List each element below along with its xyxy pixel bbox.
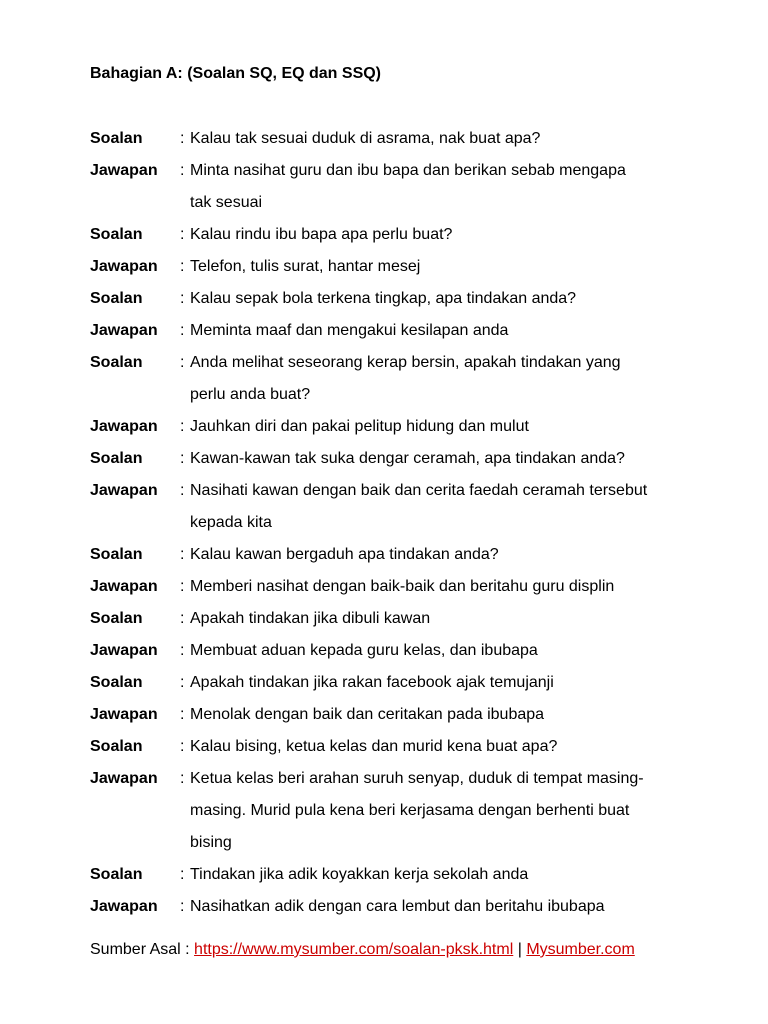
answer-label: Jawapan xyxy=(90,642,158,659)
answer-text: Ketua kelas beri arahan suruh senyap, duduk di tempat masing- masing. Murid pula kena beri kerjasama dengan berhenti buat bising xyxy=(190,770,644,851)
answer-text: Jauhkan diri dan pakai pelitup hidung dan mulut xyxy=(190,418,529,435)
colon-separator: : xyxy=(180,866,185,883)
colon-separator: : xyxy=(180,482,185,499)
colon-separator: : xyxy=(180,322,185,339)
answer-row xyxy=(90,315,690,347)
answer-label: Jawapan xyxy=(90,418,158,435)
question-label: Soalan xyxy=(90,130,143,147)
answer-label: Jawapan xyxy=(90,162,158,179)
question-label: Soalan xyxy=(90,866,143,883)
question-row xyxy=(90,539,690,571)
question-text: Kalau sepak bola terkena tingkap, apa tindakan anda? xyxy=(190,290,577,307)
question-row xyxy=(90,347,690,411)
question-text: Apakah tindakan jika dibuli kawan xyxy=(190,610,431,627)
answer-text: Nasihatkan adik dengan cara lembut dan beritahu ibubapa xyxy=(190,898,605,915)
colon-separator: : xyxy=(180,738,185,755)
question-text: Kalau bising, ketua kelas dan murid kena buat apa? xyxy=(190,738,558,755)
colon-separator: : xyxy=(180,674,185,691)
answer-text: Memberi nasihat dengan baik-baik dan beritahu guru displin xyxy=(190,578,615,595)
question-label: Soalan xyxy=(90,226,143,243)
colon-separator: : xyxy=(180,770,185,787)
question-text: Kalau rindu ibu bapa apa perlu buat? xyxy=(190,226,453,243)
source-url-link[interactable]: https://www.mysumber.com/soalan-pksk.html xyxy=(194,941,514,958)
colon-separator: : xyxy=(180,578,185,595)
colon-separator: : xyxy=(180,418,185,435)
question-row xyxy=(90,859,690,891)
colon-separator: : xyxy=(180,162,185,179)
answer-text: Meminta maaf dan mengakui kesilapan anda xyxy=(190,322,509,339)
answer-row xyxy=(90,699,690,731)
question-label: Soalan xyxy=(90,450,143,467)
question-text: Anda melihat seseorang kerap bersin, apakah tindakan yang perlu anda buat? xyxy=(190,354,621,403)
section-heading: Bahagian A: (Soalan SQ, EQ dan SSQ) xyxy=(90,65,382,82)
source-site-link[interactable]: Mysumber.com xyxy=(526,941,635,958)
question-text: Kalau tak sesuai duduk di asrama, nak buat apa? xyxy=(190,130,541,147)
question-row xyxy=(90,667,690,699)
answer-row xyxy=(90,891,690,923)
colon-separator: : xyxy=(180,290,185,307)
qa-list xyxy=(90,123,690,923)
colon-separator: : xyxy=(180,898,185,915)
question-text: Kalau kawan bergaduh apa tindakan anda? xyxy=(190,546,499,563)
question-row xyxy=(90,731,690,763)
question-text: Kawan-kawan tak suka dengar ceramah, apa tindakan anda? xyxy=(190,450,625,467)
question-text: Tindakan jika adik koyakkan kerja sekolah anda xyxy=(190,866,529,883)
answer-label: Jawapan xyxy=(90,578,158,595)
answer-row xyxy=(90,635,690,667)
colon-separator: : xyxy=(180,706,185,723)
source-line xyxy=(90,938,635,962)
colon-separator: : xyxy=(180,546,185,563)
answer-label: Jawapan xyxy=(90,706,158,723)
answer-row xyxy=(90,763,690,859)
question-label: Soalan xyxy=(90,738,143,755)
question-text: Apakah tindakan jika rakan facebook ajak temujanji xyxy=(190,674,554,691)
question-label: Soalan xyxy=(90,354,143,371)
answer-row xyxy=(90,571,690,603)
answer-label: Jawapan xyxy=(90,322,158,339)
question-label: Soalan xyxy=(90,610,143,627)
colon-separator: : xyxy=(180,610,185,627)
source-prefix: Sumber Asal : xyxy=(90,941,195,958)
answer-row xyxy=(90,411,690,443)
answer-label: Jawapan xyxy=(90,482,158,499)
source-separator: | xyxy=(513,941,527,958)
colon-separator: : xyxy=(180,354,185,371)
question-label: Soalan xyxy=(90,674,143,691)
colon-separator: : xyxy=(180,258,185,275)
answer-text: Nasihati kawan dengan baik dan cerita faedah ceramah tersebut kepada kita xyxy=(190,482,648,531)
question-row xyxy=(90,283,690,315)
answer-row xyxy=(90,475,690,539)
question-row xyxy=(90,219,690,251)
colon-separator: : xyxy=(180,450,185,467)
colon-separator: : xyxy=(180,642,185,659)
answer-text: Membuat aduan kepada guru kelas, dan ibubapa xyxy=(190,642,538,659)
question-row xyxy=(90,123,690,155)
question-label: Soalan xyxy=(90,290,143,307)
question-label: Soalan xyxy=(90,546,143,563)
answer-label: Jawapan xyxy=(90,770,158,787)
question-row xyxy=(90,443,690,475)
answer-row xyxy=(90,155,690,219)
colon-separator: : xyxy=(180,130,185,147)
question-row xyxy=(90,603,690,635)
answer-label: Jawapan xyxy=(90,258,158,275)
colon-separator: : xyxy=(180,226,185,243)
answer-row xyxy=(90,251,690,283)
answer-text: Telefon, tulis surat, hantar mesej xyxy=(190,258,421,275)
answer-label: Jawapan xyxy=(90,898,158,915)
answer-text: Menolak dengan baik dan ceritakan pada ibubapa xyxy=(190,706,545,723)
answer-text: Minta nasihat guru dan ibu bapa dan berikan sebab mengapa tak sesuai xyxy=(190,162,626,211)
